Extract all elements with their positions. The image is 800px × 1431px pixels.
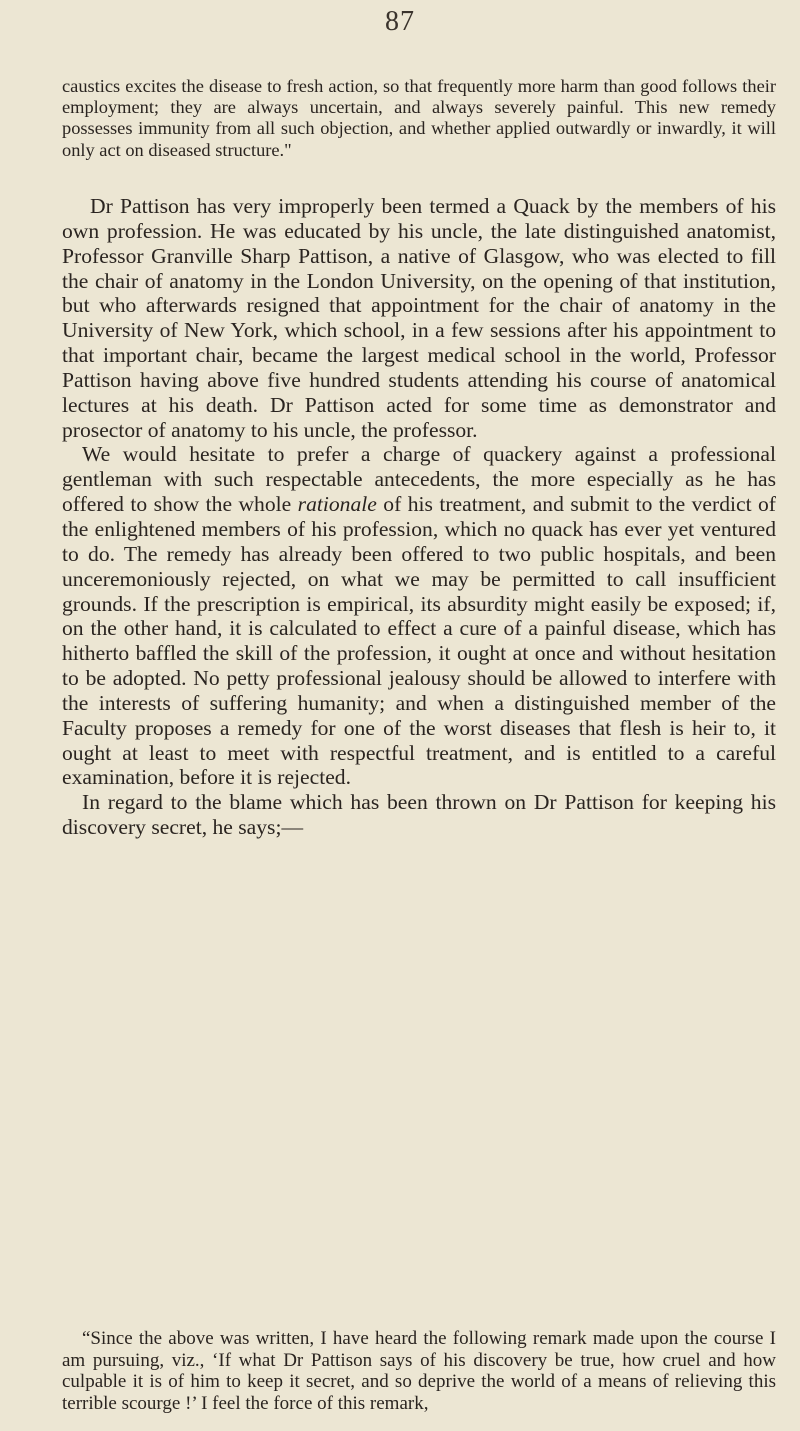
page-number: 87	[385, 6, 415, 37]
paragraph-pattison-education: Dr Pattison has very improperly been termed a Quack by the members of his own profession. He was educated by his uncle, the late distinguished anatomist, Professor Granville Sharp Pattison, a native of Glasgow, who was elected to fill the chair of anatomy in the London University, on the opening of that institution, but who afterwards resigned that appointment for the chair of anatomy in the University of New York, which school, in a few sessions after his appointment to that important chair, became the largest medical school in the world, Professor Pattison having above five hundred students attending his course of anatomical lectures at his death. Dr Pattison acted for some time as demonstrator and prosector of anatomy to his uncle, the professor.	[62, 194, 776, 442]
main-text	[62, 194, 776, 840]
paragraph-quackery-charge-part2: of his treatment, and submit to the verdict of the enlightened members of his profession, which no quack has ever yet ventured to do. The remedy has already been offered to two public hospitals, and been unceremoniously rejected, on what we may be permitted to call insufficient grounds. If the prescription is empirical, its absurdity might easily be exposed; if, on the other hand, it is calculated to effect a cure of a painful disease, which has hitherto baffled the skill of the profession, it ought at once and without hesitation to be adopted. No petty professional jealousy should be allowed to interfere with the interests of suffering humanity; and when a distinguished member of the Faculty proposes a remedy for one of the worst diseases that flesh is heir to, it ought at least to meet with respectful treatment, and is entitled to a careful examination, before it is rejected.	[62, 492, 776, 790]
paragraph-quackery-charge	[62, 442, 776, 790]
closing-quote	[62, 1328, 776, 1414]
quote-continuation	[62, 76, 776, 161]
closing-quote-text: “Since the above was written, I have heard the following remark made upon the course I am pursuing, viz., ‘If what Dr Pattison says of his discovery be true, how cruel and how culpable it is of him to keep it secret, and so deprive the world of a means of relieving this terrible scourge !’ I feel the force of this remark,	[62, 1328, 776, 1414]
paragraph-blame-secret: In regard to the blame which has been thrown on Dr Pattison for keeping his discovery secret, he says;—	[62, 790, 776, 840]
paragraph-quackery-charge-part1: We would hesitate to prefer a charge of quackery against a professional gentleman with such respectable antecedents, the more especially as he has offered to show the whole	[62, 442, 776, 517]
rationale-italic: rationale	[297, 492, 377, 517]
quote-continuation-text: caustics excites the disease to fresh action, so that frequently more harm than good follows their employment; they are always uncertain, and always severely painful. This new remedy possesses immunity from all such objection, and whether applied outwardly or inwardly, it will only act on diseased structure."	[62, 76, 776, 160]
